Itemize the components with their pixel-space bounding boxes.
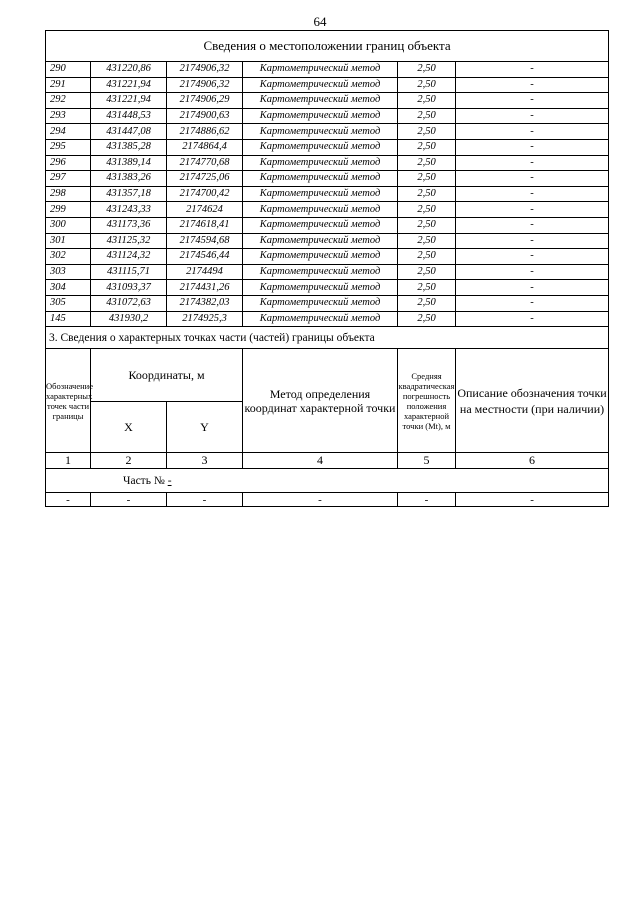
table-row	[46, 124, 609, 140]
method-cell: Картометрический метод	[243, 311, 398, 327]
mt-cell: 2,50	[398, 249, 456, 265]
description-cell: -	[456, 280, 609, 296]
coord-x: 431124,32	[91, 249, 167, 265]
coord-x: 431243,33	[91, 202, 167, 218]
point-number: 291	[46, 77, 91, 93]
point-number: 297	[46, 171, 91, 187]
empty-cell: -	[243, 493, 398, 507]
point-number: 302	[46, 249, 91, 265]
coord-y: 2174494	[167, 264, 243, 280]
point-number: 145	[46, 311, 91, 327]
empty-cell: -	[398, 493, 456, 507]
table-body	[46, 31, 609, 507]
section2-title: Сведения о местоположении границ объекта	[46, 31, 609, 62]
point-number: 305	[46, 295, 91, 311]
description-cell: -	[456, 108, 609, 124]
coord-y: 2174700,42	[167, 186, 243, 202]
coord-y: 2174864,4	[167, 139, 243, 155]
header-mt: Средняя квадратическая погрешность положения характерной точки (Мt), м	[398, 349, 456, 453]
description-cell: -	[456, 295, 609, 311]
method-cell: Картометрический метод	[243, 186, 398, 202]
method-cell: Картометрический метод	[243, 233, 398, 249]
point-number: 296	[46, 155, 91, 171]
coord-y: 2174906,29	[167, 93, 243, 109]
mt-cell: 2,50	[398, 295, 456, 311]
coord-y: 2174382,03	[167, 295, 243, 311]
column-index: 3	[167, 453, 243, 469]
coord-x: 431221,94	[91, 93, 167, 109]
point-number: 301	[46, 233, 91, 249]
mt-cell: 2,50	[398, 217, 456, 233]
description-cell: -	[456, 249, 609, 265]
coord-x: 431357,18	[91, 186, 167, 202]
column-index: 2	[91, 453, 167, 469]
mt-cell: 2,50	[398, 186, 456, 202]
table-row	[46, 280, 609, 296]
table-row	[46, 311, 609, 327]
column-index: 4	[243, 453, 398, 469]
document-table-frame	[45, 30, 608, 507]
method-cell: Картометрический метод	[243, 217, 398, 233]
coord-x: 431072,63	[91, 295, 167, 311]
part-label-cell	[46, 469, 609, 493]
coord-x: 431093,37	[91, 280, 167, 296]
method-cell: Картометрический метод	[243, 108, 398, 124]
method-cell: Картометрический метод	[243, 202, 398, 218]
description-cell: -	[456, 139, 609, 155]
method-cell: Картометрический метод	[243, 124, 398, 140]
coord-x: 431383,26	[91, 171, 167, 187]
point-number: 299	[46, 202, 91, 218]
description-cell: -	[456, 77, 609, 93]
table-row	[46, 155, 609, 171]
coord-y: 2174624	[167, 202, 243, 218]
column-index: 6	[456, 453, 609, 469]
coord-y: 2174906,32	[167, 77, 243, 93]
method-cell: Картометрический метод	[243, 295, 398, 311]
point-number: 290	[46, 62, 91, 78]
mt-cell: 2,50	[398, 124, 456, 140]
method-cell: Картометрический метод	[243, 280, 398, 296]
mt-cell: 2,50	[398, 202, 456, 218]
coord-x: 431389,14	[91, 155, 167, 171]
empty-cell: -	[456, 493, 609, 507]
table-row	[46, 249, 609, 265]
description-cell: -	[456, 62, 609, 78]
part-label: Часть №	[123, 474, 165, 487]
header-point-designation: Обозначение характерных точек части границы	[46, 349, 91, 453]
table-row	[46, 264, 609, 280]
mt-cell: 2,50	[398, 139, 456, 155]
description-cell: -	[456, 264, 609, 280]
coord-y: 2174906,32	[167, 62, 243, 78]
table-row	[46, 202, 609, 218]
mt-cell: 2,50	[398, 280, 456, 296]
table-row	[46, 171, 609, 187]
mt-cell: 2,50	[398, 311, 456, 327]
coord-x: 431448,53	[91, 108, 167, 124]
coord-y: 2174770,68	[167, 155, 243, 171]
header-x: X	[91, 402, 167, 453]
coord-x: 431385,28	[91, 139, 167, 155]
table-row	[46, 93, 609, 109]
method-cell: Картометрический метод	[243, 155, 398, 171]
coord-y: 2174594,68	[167, 233, 243, 249]
table-row	[46, 186, 609, 202]
part-row	[46, 469, 609, 493]
description-cell: -	[456, 93, 609, 109]
table-row	[46, 295, 609, 311]
method-cell: Картометрический метод	[243, 139, 398, 155]
coord-x: 431447,08	[91, 124, 167, 140]
point-number: 300	[46, 217, 91, 233]
coord-x: 431220,86	[91, 62, 167, 78]
description-cell: -	[456, 171, 609, 187]
point-number: 294	[46, 124, 91, 140]
empty-cell: -	[91, 493, 167, 507]
coord-y: 2174546,44	[167, 249, 243, 265]
coord-y: 2174886,62	[167, 124, 243, 140]
method-cell: Картометрический метод	[243, 62, 398, 78]
mt-cell: 2,50	[398, 233, 456, 249]
description-cell: -	[456, 186, 609, 202]
description-cell: -	[456, 233, 609, 249]
page-number: 64	[313, 14, 327, 29]
coord-x: 431930,2	[91, 311, 167, 327]
column-index-row	[46, 453, 609, 469]
coord-x: 431221,94	[91, 77, 167, 93]
description-cell: -	[456, 124, 609, 140]
point-number: 293	[46, 108, 91, 124]
empty-cell: -	[167, 493, 243, 507]
coord-x: 431125,32	[91, 233, 167, 249]
table-row	[46, 77, 609, 93]
point-number: 295	[46, 139, 91, 155]
method-cell: Картометрический метод	[243, 249, 398, 265]
point-number: 304	[46, 280, 91, 296]
mt-cell: 2,50	[398, 108, 456, 124]
table-row	[46, 139, 609, 155]
column-index: 5	[398, 453, 456, 469]
method-cell: Картометрический метод	[243, 77, 398, 93]
mt-cell: 2,50	[398, 155, 456, 171]
section3-header-row	[46, 349, 609, 402]
coord-y: 2174431,26	[167, 280, 243, 296]
mt-cell: 2,50	[398, 77, 456, 93]
coord-x: 431115,71	[91, 264, 167, 280]
coord-y: 2174925,3	[167, 311, 243, 327]
description-cell: -	[456, 311, 609, 327]
header-description: Описание обозначения точки на местности (при наличии)	[456, 349, 609, 453]
point-number: 298	[46, 186, 91, 202]
description-cell: -	[456, 217, 609, 233]
header-method: Метод определения координат характерной точки	[243, 349, 398, 453]
mt-cell: 2,50	[398, 93, 456, 109]
section3-title: 3. Сведения о характерных точках части (частей) границы объекта	[46, 327, 609, 349]
coord-x: 431173,36	[91, 217, 167, 233]
point-number: 292	[46, 93, 91, 109]
method-cell: Картометрический метод	[243, 93, 398, 109]
empty-row	[46, 493, 609, 507]
mt-cell: 2,50	[398, 171, 456, 187]
section3-title-row	[46, 327, 609, 349]
empty-cell: -	[46, 493, 91, 507]
mt-cell: 2,50	[398, 264, 456, 280]
part-value: -	[167, 474, 172, 487]
column-index: 1	[46, 453, 91, 469]
header-y: Y	[167, 402, 243, 453]
boundary-table	[45, 30, 609, 507]
table-row	[46, 62, 609, 78]
coord-y: 2174900,63	[167, 108, 243, 124]
coord-y: 2174618,41	[167, 217, 243, 233]
method-cell: Картометрический метод	[243, 171, 398, 187]
method-cell: Картометрический метод	[243, 264, 398, 280]
mt-cell: 2,50	[398, 62, 456, 78]
coord-y: 2174725,06	[167, 171, 243, 187]
table-row	[46, 233, 609, 249]
description-cell: -	[456, 155, 609, 171]
point-number: 303	[46, 264, 91, 280]
table-row	[46, 108, 609, 124]
header-coordinates: Координаты, м	[91, 349, 243, 402]
table-row	[46, 217, 609, 233]
description-cell: -	[456, 202, 609, 218]
